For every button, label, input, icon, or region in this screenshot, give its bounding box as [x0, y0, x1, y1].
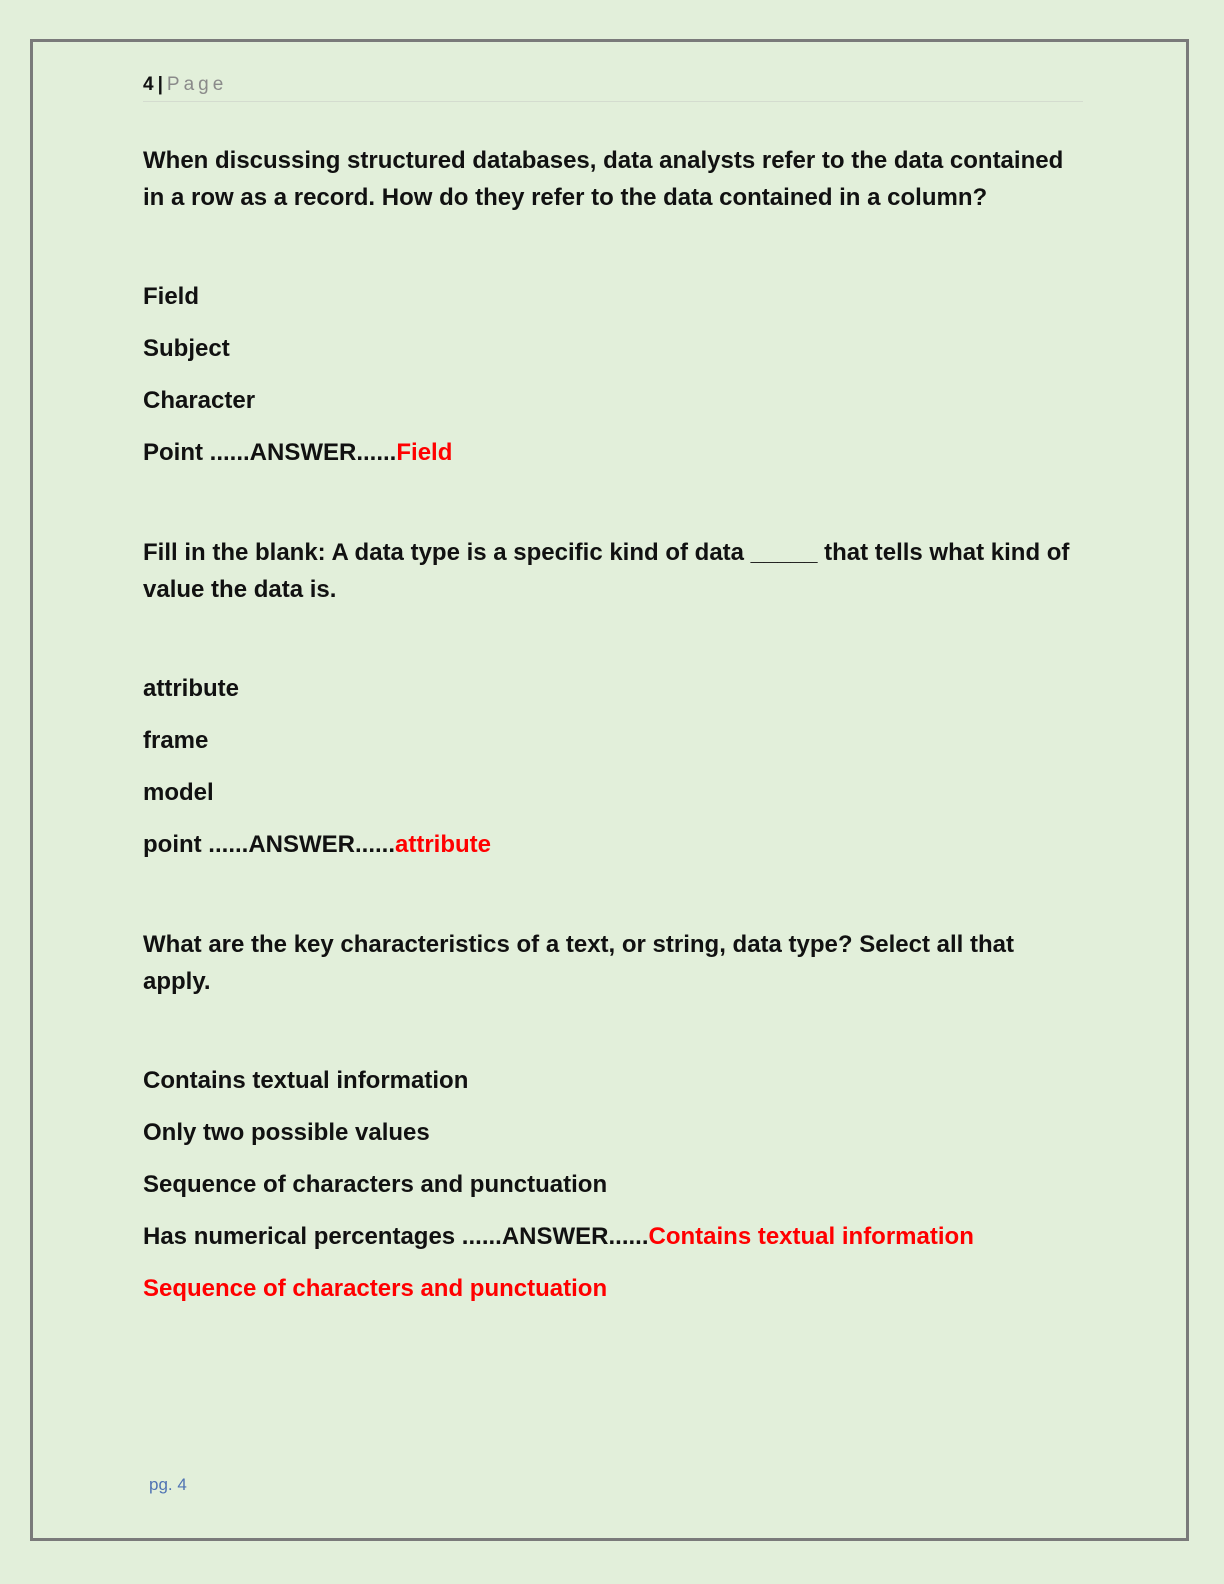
option-item: attribute — [143, 675, 239, 702]
answer-marker: ......ANSWER...... — [203, 439, 397, 466]
answer-text: Field — [396, 439, 453, 466]
page-header — [143, 73, 1083, 102]
option-item: Only two possible values — [143, 1119, 430, 1146]
option-answer-line — [143, 438, 1073, 468]
option-item: Has numerical percentages — [143, 1223, 456, 1250]
answer-text: attribute — [395, 831, 491, 858]
option-item: Field — [143, 283, 200, 310]
header-page-number: 4 — [143, 74, 154, 95]
question-block-1 — [143, 142, 1073, 468]
option-item: frame — [143, 727, 209, 754]
answer-text-extra: Sequence of characters and punctuation — [143, 1275, 608, 1302]
document-content — [143, 142, 1073, 1370]
header-separator: | — [157, 74, 163, 95]
option-item: Character — [143, 387, 256, 414]
header-page-word: Page — [166, 74, 228, 95]
options-list — [143, 282, 1073, 468]
option-answer-line — [143, 1222, 1073, 1252]
option-item: model — [143, 779, 214, 806]
options-list — [143, 674, 1073, 860]
option-item: Subject — [143, 335, 230, 362]
options-list — [143, 1066, 1073, 1304]
answer-marker: ......ANSWER...... — [201, 831, 395, 858]
option-item: Point — [143, 439, 203, 466]
question-text: What are the key characteristics of a text, or string, data type? Select all that apply. — [143, 931, 1014, 995]
footer-page-label: pg. 4 — [149, 1475, 187, 1494]
question-text: Fill in the blank: A data type is a specific kind of data _____ that tells what kind of value the data is. — [143, 539, 1070, 603]
answer-marker: ......ANSWER...... — [455, 1223, 649, 1250]
question-block-2 — [143, 534, 1073, 860]
answer-text: Contains textual information — [648, 1223, 974, 1250]
option-answer-line — [143, 830, 1073, 860]
question-block-3 — [143, 926, 1073, 1304]
question-text: When discussing structured databases, data analysts refer to the data contained in a row as a record. How do they refer to the data contained in a column? — [143, 147, 1064, 211]
option-item: Sequence of characters and punctuation — [143, 1171, 608, 1198]
option-item: point — [143, 831, 202, 858]
option-item: Contains textual information — [143, 1067, 469, 1094]
